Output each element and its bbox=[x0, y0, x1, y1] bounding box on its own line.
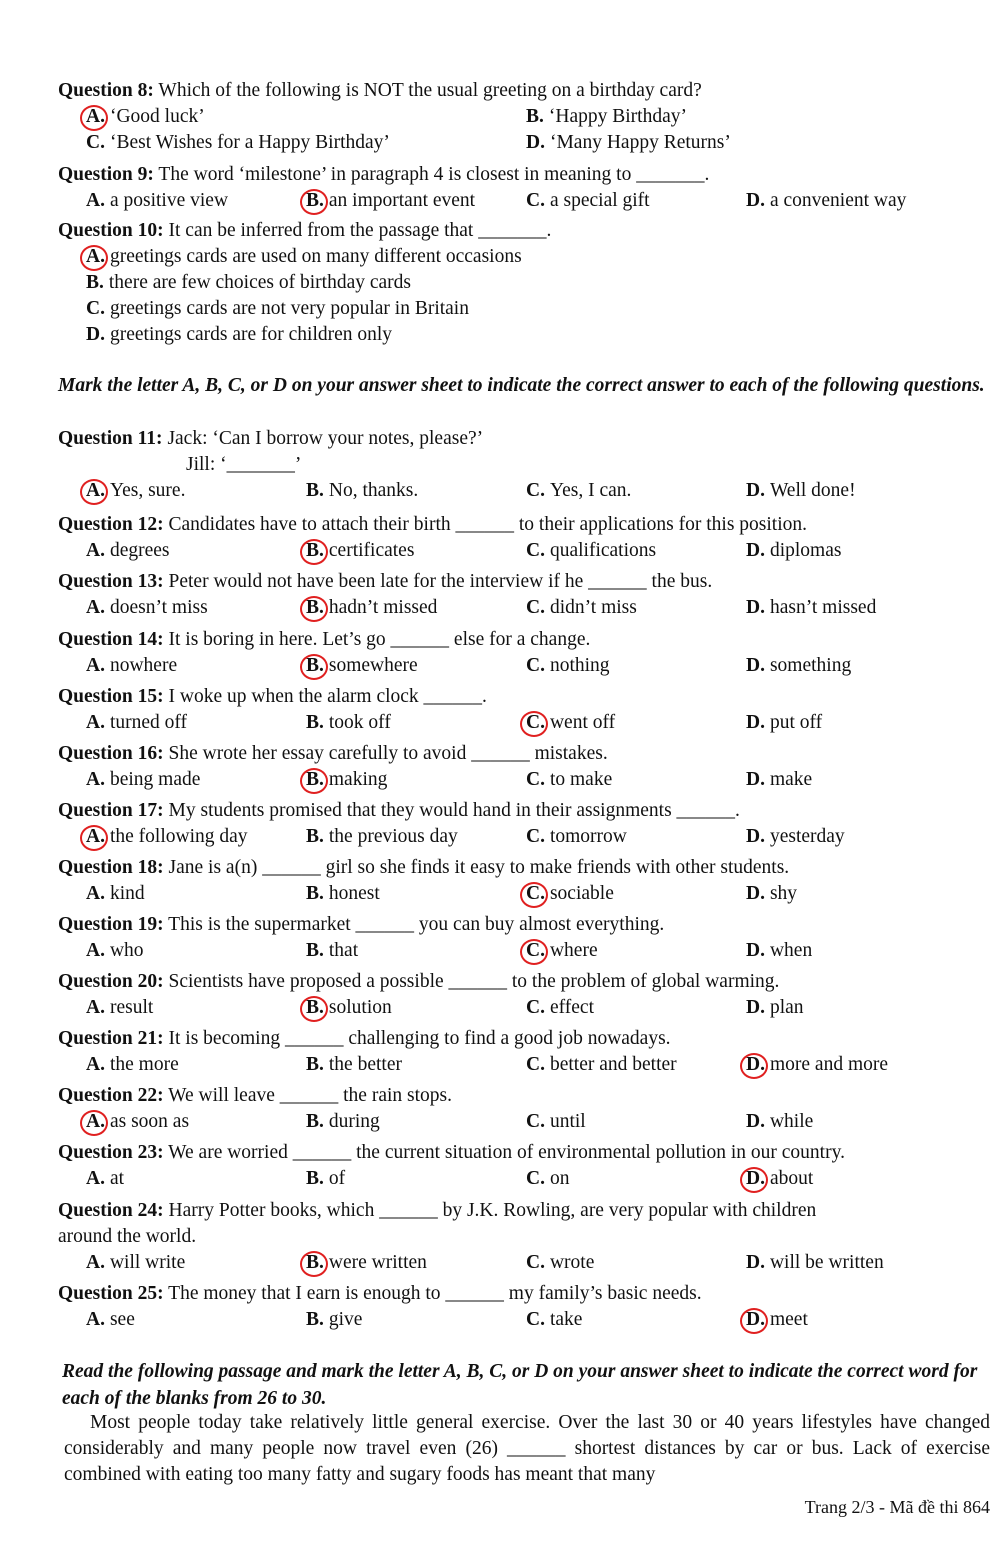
option-d[interactable]: D. more and more bbox=[746, 1052, 888, 1078]
option-d[interactable]: D. plan bbox=[746, 997, 804, 1018]
question-text: It is boring in here. Let’s go ______ else for a change. bbox=[168, 629, 591, 650]
option-b[interactable]: B. certificates bbox=[306, 538, 414, 564]
options-row bbox=[58, 1307, 990, 1333]
question-label: Question 19: bbox=[58, 914, 164, 935]
option-c[interactable]: C. went off bbox=[526, 710, 615, 736]
page-footer: Trang 2/3 - Mã đề thi 864 bbox=[804, 1497, 990, 1517]
option-b[interactable]: B. the better bbox=[306, 1054, 402, 1075]
question-text: Peter would not have been late for the interview if he ______ the bus. bbox=[168, 571, 713, 592]
question-text: It can be inferred from the passage that _______. bbox=[168, 220, 552, 241]
question-10 bbox=[58, 218, 990, 348]
option-a[interactable]: A. as soon as bbox=[86, 1109, 189, 1135]
option-d[interactable]: D. about bbox=[746, 1166, 813, 1192]
options-row bbox=[58, 538, 990, 564]
option-c[interactable]: C. where bbox=[526, 938, 598, 964]
options-row bbox=[58, 1052, 990, 1078]
option-b[interactable]: B. hadn’t missed bbox=[306, 595, 437, 621]
option-c[interactable]: C. sociable bbox=[526, 881, 614, 907]
question-19 bbox=[58, 912, 990, 964]
option-a[interactable]: A. turned off bbox=[86, 712, 188, 733]
question-23 bbox=[58, 1140, 990, 1192]
option-c[interactable]: C. ‘Best Wishes for a Happy Birthday’ bbox=[86, 132, 390, 153]
question-label: Question 9: bbox=[58, 164, 154, 185]
option-b[interactable]: B. making bbox=[306, 767, 387, 793]
question-label: Question 8: bbox=[58, 80, 154, 101]
question-label: Question 22: bbox=[58, 1085, 164, 1106]
options-row bbox=[58, 710, 990, 736]
question-13 bbox=[58, 569, 990, 621]
question-text: My students promised that they would hand in their assignments ______. bbox=[168, 800, 740, 821]
option-a[interactable]: A. greetings cards are used on many different occasions bbox=[86, 244, 990, 270]
options-row bbox=[58, 767, 990, 793]
option-c[interactable]: C. greetings cards are not very popular in Britain bbox=[86, 298, 469, 319]
option-d[interactable]: D. Well done! bbox=[746, 480, 856, 501]
option-a[interactable]: A. the following day bbox=[86, 824, 248, 850]
section-instruction: Mark the letter A, B, C, or D on your answer sheet to indicate the correct answer to each of the following questions. bbox=[58, 375, 985, 396]
option-c[interactable]: C. wrote bbox=[526, 1252, 595, 1273]
question-label: Question 25: bbox=[58, 1283, 164, 1304]
question-label: Question 20: bbox=[58, 971, 164, 992]
option-b[interactable]: B. that bbox=[306, 940, 359, 961]
reading-passage bbox=[64, 1410, 990, 1488]
option-d[interactable]: D. ‘Many Happy Returns’ bbox=[526, 132, 731, 153]
question-text: Which of the following is NOT the usual greeting on a birthday card? bbox=[158, 80, 702, 101]
option-d[interactable]: D. diplomas bbox=[746, 540, 842, 561]
question-text: I woke up when the alarm clock ______. bbox=[168, 686, 487, 707]
option-c[interactable]: C. better and better bbox=[526, 1054, 677, 1075]
option-a[interactable]: A. ‘Good luck’ bbox=[86, 104, 205, 130]
question-label: Question 10: bbox=[58, 220, 164, 241]
option-b[interactable]: B. honest bbox=[306, 883, 380, 904]
question-label: Question 17: bbox=[58, 800, 164, 821]
options-row bbox=[58, 653, 990, 679]
question-11 bbox=[58, 426, 990, 504]
option-c[interactable]: C. until bbox=[526, 1111, 586, 1132]
option-d[interactable]: D. yesterday bbox=[746, 826, 845, 847]
question-22 bbox=[58, 1083, 990, 1135]
option-c[interactable]: C. nothing bbox=[526, 655, 610, 676]
question-14 bbox=[58, 627, 990, 679]
options-row bbox=[58, 995, 990, 1021]
option-d[interactable]: D. something bbox=[746, 655, 852, 676]
option-a[interactable]: A. being made bbox=[86, 769, 201, 790]
question-label: Question 21: bbox=[58, 1028, 164, 1049]
question-text: The money that I earn is enough to ______ my family’s basic needs. bbox=[168, 1283, 702, 1304]
option-d[interactable]: D. a convenient way bbox=[746, 190, 907, 211]
question-9 bbox=[58, 162, 990, 214]
question-label: Question 16: bbox=[58, 743, 164, 764]
question-text: She wrote her essay carefully to avoid ______ mistakes. bbox=[168, 743, 608, 764]
question-18 bbox=[58, 855, 990, 907]
options-row bbox=[58, 881, 990, 907]
option-b[interactable]: B. an important event bbox=[306, 188, 475, 214]
option-a[interactable]: A. doesn’t miss bbox=[86, 597, 208, 618]
options-row bbox=[58, 938, 990, 964]
option-b[interactable]: B. during bbox=[306, 1111, 380, 1132]
option-d[interactable]: D. put off bbox=[746, 712, 823, 733]
question-label: Question 11: bbox=[58, 428, 163, 449]
question-text: Candidates have to attach their birth ______ to their applications for this position. bbox=[168, 514, 808, 535]
option-a[interactable]: A. degrees bbox=[86, 540, 170, 561]
question-21 bbox=[58, 1026, 990, 1078]
option-c[interactable]: C. to make bbox=[526, 769, 613, 790]
option-c[interactable]: C. take bbox=[526, 1309, 583, 1330]
option-a[interactable]: A. the more bbox=[86, 1054, 179, 1075]
question-text: Jack: ‘Can I borrow your notes, please?’ bbox=[167, 428, 484, 449]
question-text: Harry Potter books, which ______ by J.K. Rowling, are very popular with children bbox=[168, 1200, 817, 1221]
option-d[interactable]: D. shy bbox=[746, 883, 798, 904]
question-text-line2: around the world. bbox=[58, 1226, 197, 1247]
option-a[interactable]: A. nowhere bbox=[86, 655, 178, 676]
options-row bbox=[58, 1109, 990, 1135]
passage-paragraph: Most people today take relatively little general exercise. Over the last 30 or 40 years lifestyles have changed considerably and many people now travel even (26) ______ shortest distances by car or bus. Lack of exercise combined with eating too many fatty and sugary foods has meant that many bbox=[64, 1412, 990, 1485]
options-row bbox=[58, 595, 990, 621]
option-b[interactable]: B. were written bbox=[306, 1250, 427, 1276]
question-15 bbox=[58, 684, 990, 736]
question-text: The word ‘milestone’ in paragraph 4 is closest in meaning to _______. bbox=[158, 164, 710, 185]
options-row bbox=[58, 478, 990, 504]
option-b[interactable]: B. the previous day bbox=[306, 826, 458, 847]
option-c[interactable]: C. didn’t miss bbox=[526, 597, 637, 618]
question-text-line2: Jill: ‘_______’ bbox=[186, 454, 302, 475]
question-17 bbox=[58, 798, 990, 850]
question-label: Question 23: bbox=[58, 1142, 164, 1163]
option-c[interactable]: C. Yes, I can. bbox=[526, 480, 632, 501]
question-text: Jane is a(n) ______ girl so she finds it easy to make friends with other students. bbox=[168, 857, 790, 878]
options-row bbox=[58, 130, 990, 156]
option-b[interactable]: B. somewhere bbox=[306, 653, 418, 679]
question-text: We will leave ______ the rain stops. bbox=[168, 1085, 452, 1106]
option-d[interactable]: D. when bbox=[746, 940, 813, 961]
option-c[interactable]: C. tomorrow bbox=[526, 826, 627, 847]
option-a[interactable]: A. kind bbox=[86, 883, 145, 904]
question-label: Question 18: bbox=[58, 857, 164, 878]
option-d[interactable]: D. while bbox=[746, 1111, 814, 1132]
option-b[interactable]: B. there are few choices of birthday cards bbox=[86, 272, 411, 293]
option-a[interactable]: A. a positive view bbox=[86, 190, 229, 211]
question-24 bbox=[58, 1198, 990, 1276]
options-row bbox=[58, 188, 990, 214]
option-a[interactable]: A. who bbox=[86, 940, 144, 961]
option-d[interactable]: D. will be written bbox=[746, 1252, 884, 1273]
option-c[interactable]: C. effect bbox=[526, 997, 594, 1018]
section-instruction: Read the following passage and mark the letter A, B, C, or D on your answer sheet to indicate the correct word for each of the blanks from 26 to 30. bbox=[62, 1361, 978, 1409]
option-a[interactable]: A. at bbox=[86, 1168, 125, 1189]
question-text: We are worried ______ the current situation of environmental pollution in our country. bbox=[168, 1142, 845, 1163]
question-label: Question 14: bbox=[58, 629, 164, 650]
question-20 bbox=[58, 969, 990, 1021]
option-b[interactable]: B. give bbox=[306, 1309, 363, 1330]
question-25 bbox=[58, 1281, 990, 1333]
options-row bbox=[58, 824, 990, 850]
question-label: Question 13: bbox=[58, 571, 164, 592]
question-8 bbox=[58, 78, 990, 156]
option-c[interactable]: C. a special gift bbox=[526, 190, 650, 211]
option-a[interactable]: A. will write bbox=[86, 1252, 186, 1273]
option-a[interactable]: A. Yes, sure. bbox=[86, 478, 185, 504]
question-label: Question 15: bbox=[58, 686, 164, 707]
option-b[interactable]: B. of bbox=[306, 1168, 346, 1189]
options-row bbox=[58, 104, 990, 130]
option-c[interactable]: C. qualifications bbox=[526, 540, 657, 561]
question-text: This is the supermarket ______ you can buy almost everything. bbox=[168, 914, 665, 935]
question-text: It is becoming ______ challenging to find a good job nowadays. bbox=[168, 1028, 671, 1049]
option-d[interactable]: D. hasn’t missed bbox=[746, 597, 877, 618]
option-b[interactable]: B. ‘Happy Birthday’ bbox=[526, 106, 687, 127]
option-d[interactable]: D. greetings cards are for children only bbox=[86, 324, 393, 345]
option-a[interactable]: A. result bbox=[86, 997, 154, 1018]
question-label: Question 24: bbox=[58, 1200, 164, 1221]
options-row bbox=[58, 1250, 990, 1276]
options-row bbox=[58, 1166, 990, 1192]
option-d[interactable]: D. make bbox=[746, 769, 813, 790]
question-text: Scientists have proposed a possible ______ to the problem of global warming. bbox=[168, 971, 780, 992]
option-b[interactable]: B. No, thanks. bbox=[306, 480, 419, 501]
question-label: Question 12: bbox=[58, 514, 164, 535]
question-16 bbox=[58, 741, 990, 793]
option-b[interactable]: B. took off bbox=[306, 712, 391, 733]
option-a[interactable]: A. see bbox=[86, 1309, 135, 1330]
option-d[interactable]: D. meet bbox=[746, 1307, 808, 1333]
option-b[interactable]: B. solution bbox=[306, 995, 392, 1021]
question-12 bbox=[58, 512, 990, 564]
option-c[interactable]: C. on bbox=[526, 1168, 570, 1189]
